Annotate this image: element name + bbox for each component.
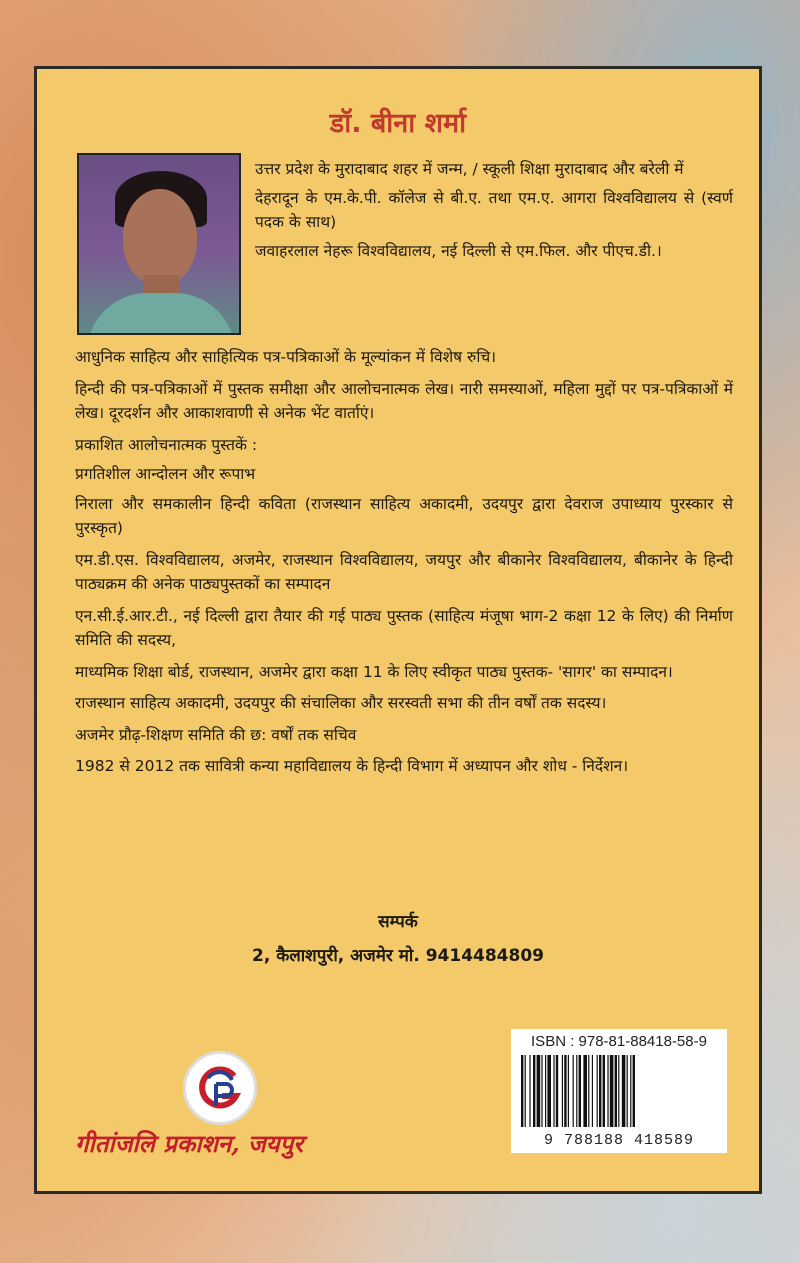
barcode-bar [537, 1055, 541, 1127]
barcode-bar [633, 1055, 635, 1127]
barcode-icon [521, 1055, 717, 1127]
barcode-bar [533, 1055, 535, 1127]
barcode-bar [553, 1055, 554, 1127]
barcode-bar [603, 1055, 605, 1127]
barcode-bar [529, 1055, 530, 1127]
barcode-bar [525, 1055, 526, 1127]
barcode-bar [630, 1055, 631, 1127]
bio-paragraph: 1982 से 2012 तक सावित्री कन्या महाविद्यालय के हिन्दी विभाग में अध्यापन और शोध - निर्देशन। [75, 757, 629, 775]
barcode-bar [541, 1055, 542, 1127]
back-cover-panel [34, 66, 762, 1194]
barcode-bar [573, 1055, 574, 1127]
barcode-bar [568, 1055, 569, 1127]
bio-paragraph: एम.डी.एस. विश्वविद्यालय, अजमेर, राजस्थान विश्वविद्यालय, जयपुर और बीकानेर विश्वविद्यालय, बीकानेर के हिन्दी पाठ्यक्रम की अनेक पाठ्यपुस्तकों का सम्पादन [75, 550, 733, 593]
barcode-bar [592, 1055, 593, 1127]
barcode-bar [607, 1055, 608, 1127]
barcode-bar [579, 1055, 581, 1127]
barcode-bar [521, 1055, 523, 1127]
photo-shoulders [87, 293, 235, 335]
bio-line: देहरादून के एम.के.पी. कॉलेज से बी.ए. तथा एम.ए. आगरा विश्वविद्यालय से (स्वर्ण पदक के साथ) [255, 188, 733, 231]
publisher-logo-icon [183, 1051, 257, 1125]
bio-line: उत्तर प्रदेश के मुरादाबाद शहर में जन्म, / स्कूली शिक्षा मुरादाबाद और बरेली में [255, 160, 684, 178]
barcode-bar [627, 1055, 628, 1127]
books-heading: प्रकाशित आलोचनात्मक पुस्तकें : [75, 435, 258, 454]
bio-paragraph: राजस्थान साहित्य अकादमी, उदयपुर की संचालिका और सरस्वती सभा की तीन वर्षों तक सदस्य। [75, 694, 607, 712]
author-photo [77, 153, 241, 335]
isbn-barcode [511, 1029, 727, 1153]
contact-heading: सम्पर्क [378, 912, 418, 932]
bio-paragraph: एन.सी.ई.आर.टी., नई दिल्ली द्वारा तैयार की गई पाठ्य पुस्तक (साहित्य मंजूषा भाग-2 कक्षा 12 के लिए) की निर्माण समिति की सदस्य, [75, 606, 733, 649]
barcode-bar [588, 1055, 589, 1127]
bio-details [75, 345, 733, 786]
barcode-bar [564, 1055, 566, 1127]
barcode-bar [576, 1055, 577, 1127]
book-title: प्रगतिशील आन्दोलन और रूपाभ [75, 465, 256, 483]
bio-paragraph: आधुनिक साहित्य और साहित्यिक पत्र-पत्रिकाओं के मूल्यांकन में विशेष रुचि। [75, 348, 497, 366]
book-title: निराला और समकालीन हिन्दी कविता (राजस्थान साहित्य अकादमी, उदयपुर द्वारा देवराज उपाध्याय पुरस्कार से पुरस्कृत) [75, 494, 733, 537]
barcode-bar [618, 1055, 619, 1127]
barcode-bar [610, 1055, 614, 1127]
barcode-number: 9 788188 418589 [543, 1132, 695, 1149]
barcode-bar [562, 1055, 563, 1127]
author-name: डॉ. बीना शर्मा [329, 108, 467, 139]
photo-face [123, 189, 197, 285]
bio-paragraph: अजमेर प्रौढ़-शिक्षण समिति की छ: वर्षों तक सचिव [75, 725, 357, 744]
barcode-bar [547, 1055, 551, 1127]
publisher-name: गीतांजलि प्रकाशन, जयपुर [75, 1129, 304, 1158]
bio-line: जवाहरलाल नेहरू विश्वविद्यालय, नई दिल्ली से एम.फिल. और पीएच.डी.। [255, 241, 662, 260]
bio-intro [255, 157, 733, 267]
barcode-bar [597, 1055, 598, 1127]
barcode-bar [615, 1055, 617, 1127]
barcode-bar [556, 1055, 558, 1127]
barcode-bar [599, 1055, 601, 1127]
bio-paragraph: माध्यमिक शिक्षा बोर्ड, राजस्थान, अजमेर द्वारा कक्षा 11 के लिए स्वीकृत पाठ्य पुस्तक- 'सागर' का सम्पादन। [75, 662, 673, 681]
contact-address: 2, कैलाशपुरी, अजमेर मो. 9414484809 [251, 946, 544, 966]
barcode-bar [545, 1055, 546, 1127]
barcode-bar [583, 1055, 587, 1127]
barcode-bar [622, 1055, 626, 1127]
bio-paragraph: हिन्दी की पत्र-पत्रिकाओं में पुस्तक समीक्षा और आलोचनात्मक लेख। नारी समस्याओं, महिला मुद्दों पर पत्र-पत्रिकाओं में लेख। दूरदर्शन और आकाशवाणी से अनेक भेंट वार्ताएं। [75, 379, 733, 422]
isbn-label: ISBN : 978-81-88418-58-9 [531, 1033, 707, 1050]
